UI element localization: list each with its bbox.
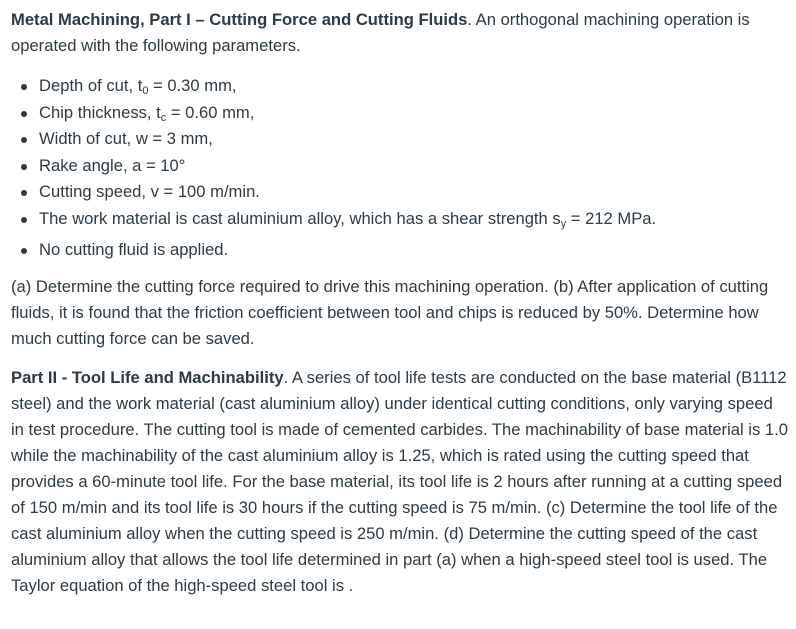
param-work-material: The work material is cast aluminium alloy, which has a shear strength $s_y = 212$ MPa.	[19, 206, 788, 233]
param-cutting-speed: Cutting speed, v = 100 m/min.	[19, 179, 788, 206]
param-width-of-cut: Width of cut, w = 3 mm,	[19, 126, 788, 153]
param-depth-of-cut: Depth of cut, $t_0 = 0.30$ mm,	[19, 73, 788, 100]
param-rake-angle: Rake angle, a = 10°	[19, 153, 788, 180]
part1-heading: Metal Machining, Part I – Cutting Force and Cutting Fluids	[11, 10, 468, 29]
subscript-y: y	[560, 217, 567, 230]
param-cutting-fluid: No cutting fluid is applied.	[19, 237, 788, 264]
param-chip-thickness: Chip thickness, $t_c = 0.60$ mm,	[19, 100, 788, 127]
part1-heading-period: .	[467, 10, 472, 29]
part1-intro-text: An orthogonal machining operation is operated with the following parameters.	[11, 10, 750, 55]
part2-paragraph	[11, 365, 788, 599]
part1-question-paragraph: (a) Determine the cutting force required to drive this machining operation. (b) After application of cutting fluids, it is found that the friction coefficient between tool and chips is reduced by 50%. Determine how much cutting force can be saved.	[11, 276, 769, 348]
part2-heading: Part II - Tool Life and Machinability	[11, 367, 284, 387]
part1-intro-paragraph	[11, 7, 788, 59]
parameter-list	[11, 73, 788, 264]
subscript-c: c	[160, 111, 167, 124]
part2-body-text: . A series of tool life tests are conducted on the base material (B1112 steel) and the work material (cast aluminium alloy) under identical cutting conditions, only varying speed in test procedure. The cutting tool is made of cemented carbides. The machinability of base material is 1.0 while the machinability of the cast aluminium alloy is 1.25, which is rated using the cutting speed that provides a 60-minute tool life. For the base material, its tool life is 2 hours after running at a cutting speed of 150 m/min and its tool life is 30 hours if the cutting speed is 75 m/min. (c) Determine the tool life of the cast aluminium alloy when the cutting speed is 250 m/min. (d) Determine the cutting speed of the cast aluminium alloy that allows the tool life determined in part (a) when a high-speed steel tool is used. The Taylor equation of the high-speed steel tool is .	[11, 367, 788, 595]
subscript-0: 0	[142, 85, 149, 97]
